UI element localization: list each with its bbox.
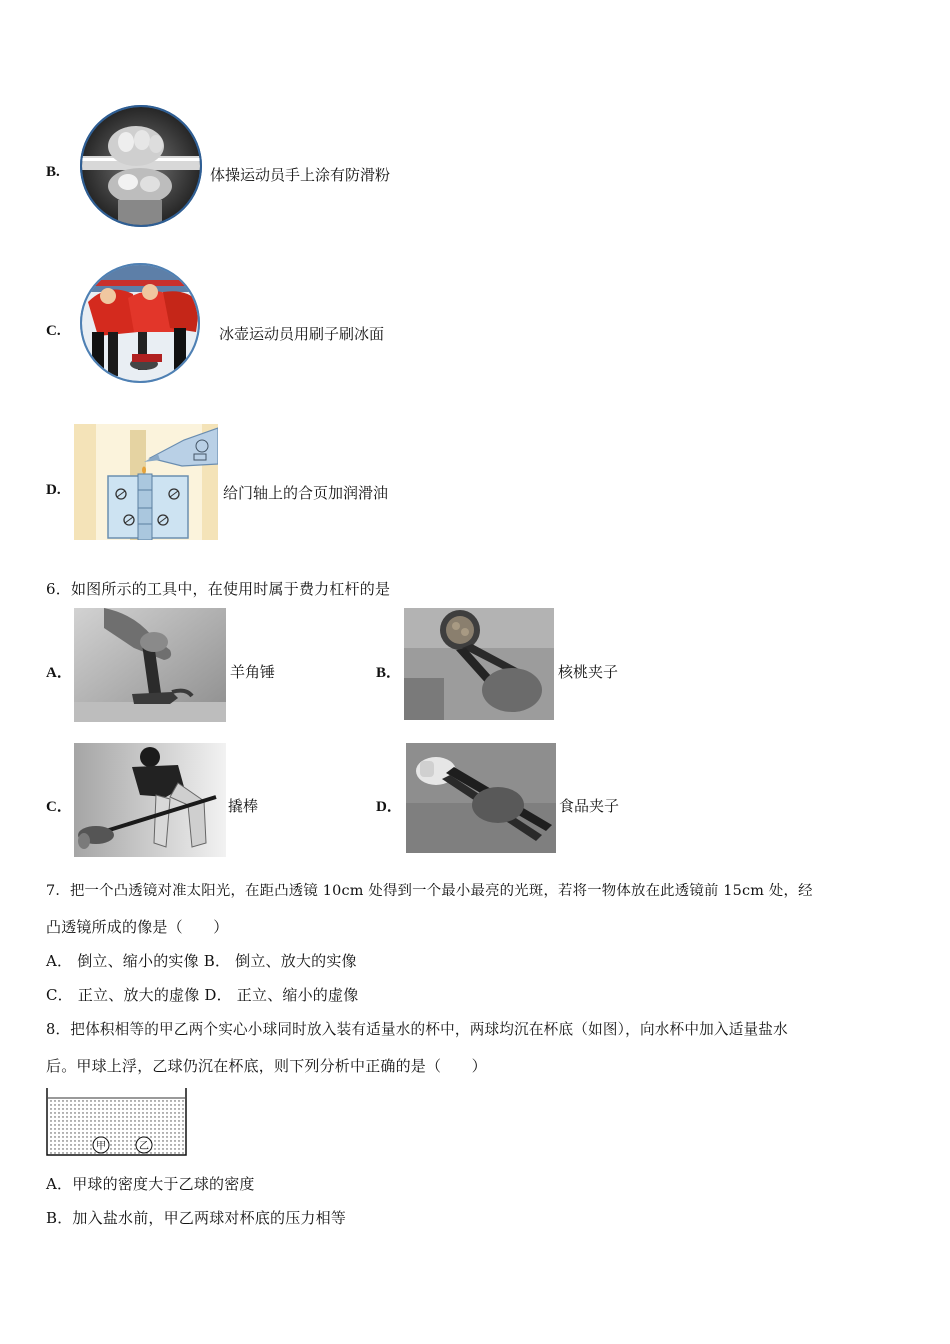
q8-stem-line1: 8．把体积相等的甲乙两个实心小球同时放入装有适量水的杯中，两球均沉在杯底（如图），向水杯中加入适量盐水 xyxy=(46,1021,788,1038)
q7-stem-line2: 凸透镜所成的像是（ ） xyxy=(46,918,229,936)
q8-stem-line2: 后。甲球上浮，乙球仍沉在杯底，则下列分析中正确的是（ ） xyxy=(46,1057,487,1075)
option-caption: 食品夹子 xyxy=(559,797,620,815)
option-caption: 撬棒 xyxy=(228,797,259,815)
food-tongs-image xyxy=(406,743,556,853)
option-letter: B． xyxy=(376,665,402,681)
ball-label-yi: 乙 xyxy=(139,1141,149,1152)
q6-stem: 6．如图所示的工具中，在使用时属于费力杠杆的是 xyxy=(46,580,391,598)
door-hinge-oil-image xyxy=(74,424,218,540)
crowbar-image xyxy=(74,743,226,857)
option-caption: 核桃夹子 xyxy=(558,663,619,681)
option-letter: A． xyxy=(46,665,72,681)
q7-options-line1: A． 倒立、缩小的实像 B． 倒立、放大的实像 xyxy=(46,952,357,970)
q8-option-b: B．加入盐水前，甲乙两球对杯底的压力相等 xyxy=(46,1209,347,1227)
q7-stem-line1: 7．把一个凸透镜对准太阳光，在距凸透镜 10cm 处得到一个最小最亮的光斑，若将一物体放在此透镜前 15cm 处，经 xyxy=(46,883,813,899)
option-caption: 给门轴上的合页加润滑油 xyxy=(223,484,389,502)
ball-label-jia: 甲 xyxy=(96,1141,106,1152)
q7-options-line2: C． 正立、放大的虚像 D． 正立、缩小的虚像 xyxy=(46,986,359,1004)
q8-option-a: A．甲球的密度大于乙球的密度 xyxy=(46,1175,255,1193)
curling-athletes-image xyxy=(78,262,202,384)
gymnast-hands-image xyxy=(78,104,204,228)
claw-hammer-image xyxy=(74,608,226,722)
nutcracker-image xyxy=(404,608,554,720)
option-caption: 冰壶运动员用刷子刷冰面 xyxy=(219,325,385,343)
option-letter: D． xyxy=(376,799,402,815)
option-caption: 羊角锤 xyxy=(230,663,276,681)
option-caption: 体操运动员手上涂有防滑粉 xyxy=(210,166,391,184)
option-letter: C. xyxy=(46,323,61,339)
option-letter: B. xyxy=(46,164,60,180)
water-cup-diagram xyxy=(46,1088,188,1158)
option-letter: D. xyxy=(46,482,61,498)
option-letter: C． xyxy=(46,799,72,815)
